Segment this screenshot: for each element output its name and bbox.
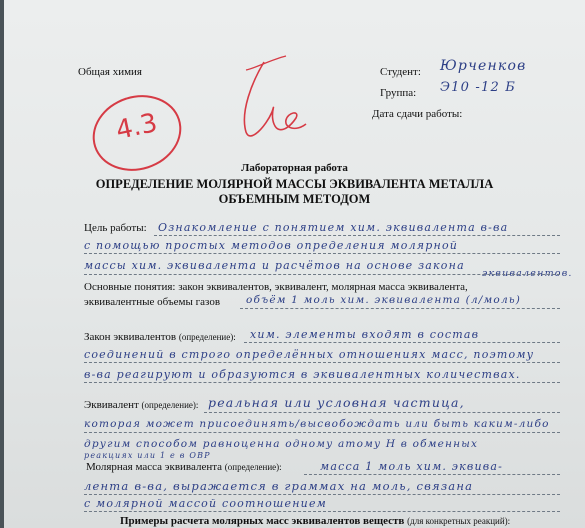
equivalent-line-3: другим способом равноценна одному атому Н в обменных (84, 438, 479, 450)
law-label-note: (определение): (178, 332, 236, 342)
goal-line-3: массы хим. эквивалента и расчётов на основе закона (84, 259, 465, 272)
goal-underline-3 (84, 274, 560, 275)
goal-underline-1 (154, 235, 560, 236)
goal-label: Цель работы: (84, 222, 147, 234)
student-label: Студент: (380, 66, 421, 78)
molar-mass-label (86, 461, 282, 473)
teacher-signature (226, 52, 336, 162)
molar-mass-underline-2 (84, 494, 560, 495)
equivalent-label (84, 399, 198, 411)
equivalent-note: реакциях или 1 е в ОВР (84, 451, 211, 460)
examples-label-note: (для конкретных реакций): (407, 516, 511, 526)
goal-underline-2 (84, 253, 560, 254)
equivalent-label-text: Эквивалент (84, 399, 139, 411)
examples-label-text: Примеры расчета молярных масс эквивалентов веществ (120, 515, 405, 527)
molar-mass-line-2: лента в-ва, выражается в граммах на моль, связана (84, 479, 474, 493)
concepts-underline (240, 308, 560, 309)
equivalent-line-2: которая может присоединять/высвобождать или быть каким-либо (84, 418, 550, 430)
group-label: Группа: (380, 87, 417, 99)
lab-worksheet (4, 0, 585, 528)
molar-mass-line-3: с молярной массой соотношением (84, 497, 327, 510)
equivalent-label-note: (определение): (141, 400, 199, 410)
goal-line-1: Ознакомление с понятием хим. эквивалента в-ва (158, 221, 509, 234)
goal-line-2: с помощью простых методов определения молярной (84, 239, 459, 252)
molar-mass-label-note: (определение): (224, 462, 282, 472)
law-underline-3 (84, 382, 560, 383)
molar-mass-line-1: масса 1 моль хим. эквива- (320, 460, 504, 473)
law-underline-1 (244, 342, 560, 343)
work-type: Лабораторная работа (241, 162, 348, 174)
goal-note: эквивалентов. (482, 268, 573, 279)
law-line-3: в-ва реагируют и образуются в эквивалентных количествах. (84, 368, 521, 381)
law-label (84, 331, 236, 343)
group-value: Э10 -12 Б (440, 80, 517, 95)
equivalent-underline-2 (84, 432, 560, 433)
work-title-line2: ОБЪЕМНЫМ МЕТОДОМ (218, 192, 371, 206)
grade-mark: 4.3 (113, 108, 161, 146)
molar-mass-underline-1 (304, 474, 560, 475)
molar-mass-underline-3 (84, 511, 560, 512)
examples-label (120, 515, 510, 527)
concepts-line-2: эквивалентные объемы газов (84, 296, 221, 308)
law-line-2: соединений в строго определённых отношениях масс, поэтому (84, 348, 535, 361)
equivalent-line-1: реальная или условная частица, (208, 395, 465, 410)
course-name: Общая химия (78, 66, 142, 78)
law-line-1: хим. элементы входят в состав (250, 328, 480, 341)
concepts-line-1: Основные понятия: закон эквивалентов, эквивалент, молярная масса эквивалента, (84, 281, 468, 293)
molar-mass-label-text: Молярная масса эквивалента (86, 461, 223, 473)
law-underline-2 (84, 362, 560, 363)
law-label-text: Закон эквивалентов (84, 331, 177, 343)
equivalent-underline-1 (204, 412, 560, 413)
submission-date-label: Дата сдачи работы: (372, 108, 463, 120)
work-title-line1: ОПРЕДЕЛЕНИЕ МОЛЯРНОЙ МАССЫ ЭКВИВАЛЕНТА МЕТАЛЛА (95, 177, 494, 191)
student-name: Юрченков (440, 58, 527, 74)
concepts-handwritten: объём 1 моль хим. эквивалента (л/моль) (246, 294, 522, 306)
